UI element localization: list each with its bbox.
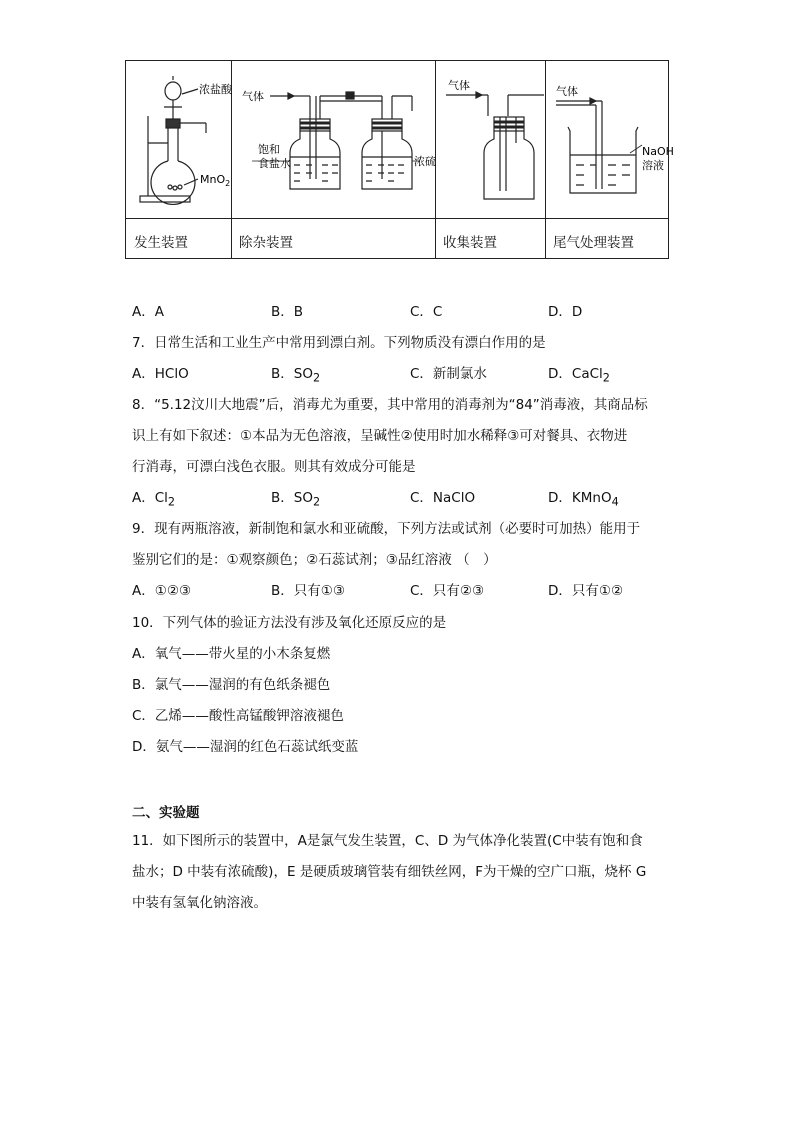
q9-option-d: D．只有①② [548,583,624,599]
apparatus-table [125,60,674,259]
q7-option-d: D．CaCl$_2$ [548,366,610,385]
q7-option-b: B．$SO_2$ [271,366,321,385]
q9-option-a: A．①②③ [132,583,192,599]
q11-stem-line2: 盐水；D 中装有浓硫酸)，E 是硬质玻璃管装有细铁丝网，F为干燥的空广口瓶，烧杯 G [132,864,647,880]
mno2-label: MnO$_2$ [200,173,231,188]
q6-option-a: A．A [132,304,164,320]
q9-option-c: C．只有②③ [410,583,485,599]
naoh-label: NaOH [642,145,674,158]
saturated-label: 饱和 [258,143,280,156]
hydrochloric-acid-label: 浓盐酸 [199,83,232,96]
purification-apparatus-figure [232,61,435,218]
section-title: 二、实验题 [132,805,200,821]
generation-apparatus-figure [126,61,231,218]
q11-stem-line3: 中装有氢氧化钠溶液。 [132,895,267,911]
q9-stem-line2: 鉴别它们的是：①观察颜色；②石蕊试剂；③品红溶液 （ ） [132,552,497,568]
label-purification: 除杂装置 [239,235,293,251]
q8-stem-line2: 识上有如下叙述：①本品为无色溶液，呈碱性②使用时加水稀释③可对餐具、衣物进 [132,428,628,444]
q10-option-a: A．氧气——带火星的小木条复燃 [132,646,331,662]
label-collection: 收集装置 [443,235,497,251]
tail-gas-apparatus-figure [546,61,674,218]
solution-label: 溶液 [642,159,664,172]
brine-label: 食盐水 [258,157,291,170]
q8-stem-line3: 行消毒，可漂白浅色衣服。则其有效成分可能是 [132,459,416,475]
q10-option-d: D．氨气——湿润的红色石蕊试纸变蓝 [132,739,359,755]
q10-stem: 10．下列气体的验证方法没有涉及氧化还原反应的是 [132,615,447,631]
q7-option-c: C．新制氯水 [410,366,487,382]
q11-stem-line1: 11．如下图所示的装置中，A是氯气发生装置，C、D 为气体净化装置(C中装有饱和食 [132,833,643,849]
q8-option-a: A．$Cl_2$ [132,490,176,509]
gas-label: 气体 [242,90,264,103]
label-generation: 发生装置 [134,235,188,251]
q7-stem: 7．日常生活和工业生产中常用到漂白剂。下列物质没有漂白作用的是 [132,335,546,351]
label-tail-gas: 尾气处理装置 [553,235,634,251]
gas-label: 气体 [448,79,470,92]
q8-stem-line1: 8．“5.12汶川大地震”后，消毒尤为重要，其中常用的消毒剂为“84”消毒液，其商品标 [132,397,648,413]
q7-option-a: A．HClO [132,366,189,382]
q8-option-d: D．KMnO$_4$ [548,490,619,509]
q9-option-b: B．只有①③ [271,583,345,599]
q10-option-c: C．乙烯——酸性高锰酸钾溶液褪色 [132,708,344,724]
q6-option-b: B．B [271,304,304,320]
q8-option-b: B．$SO_2$ [271,490,321,509]
gas-label: 气体 [556,85,578,98]
q6-option-d: D．D [548,304,583,320]
q9-stem-line1: 9．现有两瓶溶液，新制饱和氯水和亚硫酸，下列方法或试剂（必要时可加热）能用于 [132,521,641,537]
conc-sulfuric-label: 浓硫 [414,155,436,168]
q6-option-c: C．C [410,304,443,320]
collection-apparatus-figure [436,61,545,218]
q8-option-c: C．NaClO [410,490,476,506]
q10-option-b: B．氯气——湿润的有色纸条褪色 [132,677,331,693]
